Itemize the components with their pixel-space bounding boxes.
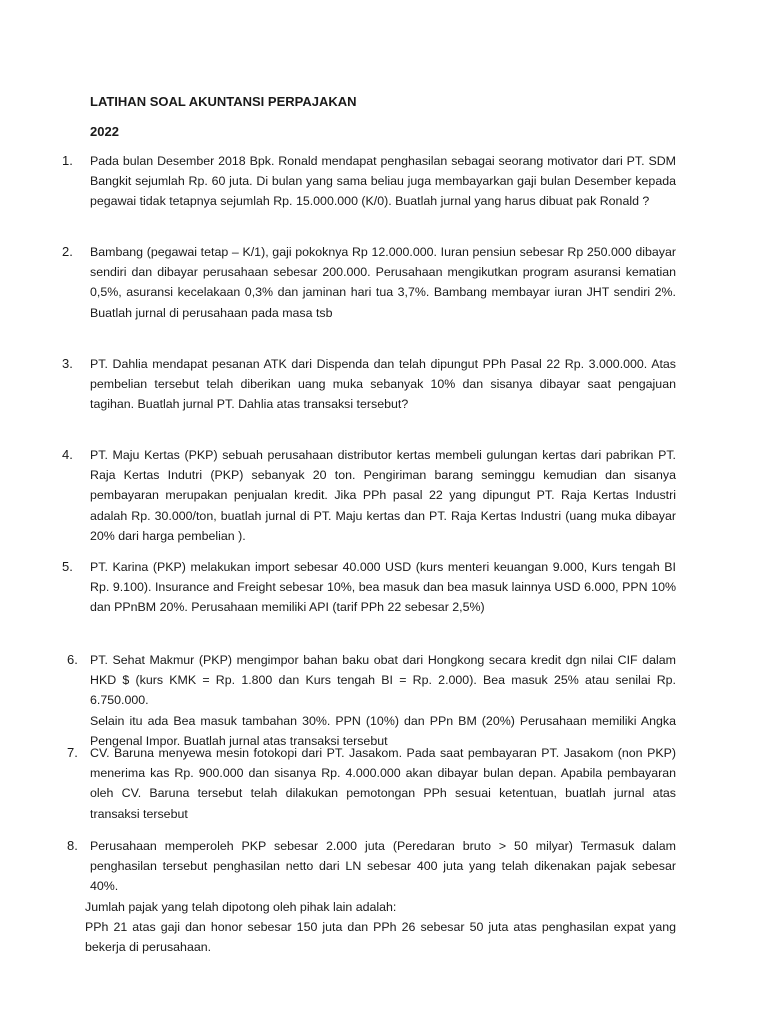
question-line: bekerja di perusahaan. (85, 940, 212, 955)
question-4 (62, 445, 676, 546)
question-line: dan PPnBM 20%. Perusahaan memiliki API (tarif PPh 22 sebesar 2,5%) (90, 600, 485, 615)
question-number: 8. (67, 838, 78, 853)
question-line: Raja Kertas Indutri (PKP) sebanyak 20 ton. Pengiriman barang seminggu kemudian dan sisanya (90, 468, 676, 483)
question-line: Buatlah jurnal di perusahaan pada masa tsb (90, 305, 333, 320)
question-number: 6. (67, 652, 78, 667)
question-line: menerima kas Rp. 900.000 dan sisanya Rp. 4.000.000 akan dibayar bulan depan. Apabila pembayaran (90, 766, 676, 781)
question-line: pembelian tersebut telah diberikan uang muka sebanyak 10% dan sisanya dibayar saat pengajuan (90, 377, 676, 392)
question-line: PT. Sehat Makmur (PKP) mengimpor bahan baku obat dari Hongkong secara kredit dgn nilai CIF dalam (90, 653, 676, 667)
question-line: CV. Baruna menyewa mesin fotokopi dari PT. Jasakom. Pada saat pembayaran PT. Jasakom (non PKP) (90, 746, 676, 760)
question-line: 0,5%, asuransi kecelakaan 0,3% dan jaminan hari tua 3,7%. Bambang membayar iuran JHT sendiri 2%. (90, 285, 676, 300)
question-line: HKD $ (kurs KMK = Rp. 1.800 dan Kurs tengah BI = Rp. 2.000). Bea masuk 25% atau senilai Rp. 6.750.000. (90, 673, 676, 708)
question-3 (62, 354, 676, 415)
question-line: oleh CV. Baruna tersebut telah dilakukan pemotongan PPh sesuai ketentuan, buatlah jurnal atas (90, 786, 676, 801)
question-line: transaksi tersebut (90, 806, 188, 821)
question-line: PT. Dahlia mendapat pesanan ATK dari Dispenda dan telah dipungut PPh Pasal 22 Rp. 3.000.000. Atas (90, 357, 676, 371)
question-line: adalah Rp. 30.000/ton, buatlah jurnal di PT. Maju kertas dan PT. Raja Kertas Industri (uang muka dibayar (90, 508, 676, 523)
question-line: pegawai tidak tetapnya sejumlah Rp. 15.000.000 (K/0). Buatlah jurnal yang harus dibuat pak Ronald ? (90, 194, 650, 209)
question-number: 4. (62, 447, 73, 462)
question-line: tagihan. Buatlah jurnal PT. Dahlia atas transaksi tersebut? (90, 397, 409, 412)
question-line: Rp. 9.100). Insurance and Freight sebesar 10%, bea masuk dan bea masuk lainnya USD 6.000, PPN 10% (90, 580, 676, 595)
question-line: Pada bulan Desember 2018 Bpk. Ronald mendapat penghasilan sebagai seorang motivator dari PT. SDM (90, 154, 676, 168)
question-1 (62, 151, 676, 212)
question-2 (62, 242, 676, 323)
question-line: sendiri dan dibayar perusahaan sebesar 200.000. Perusahaan mengikutkan program asuransi kematian (90, 265, 676, 280)
question-line: Perusahaan memperoleh PKP sebesar 2.000 juta (Peredaran bruto > 50 milyar) Termasuk dalam (90, 839, 676, 853)
question-number: 3. (62, 356, 73, 371)
question-line: PPh 21 atas gaji dan honor sebesar 150 juta dan PPh 26 sebesar 50 juta atas penghasilan expat yang (85, 919, 676, 934)
question-6 (67, 650, 676, 751)
question-line: PT. Maju Kertas (PKP) sebuah perusahaan distributor kertas membeli gulungan kertas dari pabrikan PT. (90, 448, 676, 462)
question-line: PT. Karina (PKP) melakukan import sebesar 40.000 USD (kurs menteri keuangan 9.000, Kurs tengah BI (90, 560, 676, 574)
question-number: 2. (62, 244, 73, 259)
question-line: 20% dari harga pembelian ). (90, 528, 246, 543)
question-line: penghasilan tersebut penghasilan netto dari LN sebesar 400 juta yang telah dikenakan pajak sebesar 40%. (90, 859, 676, 894)
question-number: 1. (62, 153, 73, 168)
question-5 (62, 557, 676, 618)
question-line: pembayaran merupakan penjualan kredit. Jika PPh pasal 22 yang dipungut PT. Raja Kertas Industri (90, 488, 676, 503)
document-title: LATIHAN SOAL AKUNTANSI PERPAJAKAN (90, 94, 357, 109)
question-line: Bambang (pegawai tetap – K/1), gaji pokoknya Rp 12.000.000. Iuran pensiun sebesar Rp 250.000 dibayar (90, 245, 676, 259)
question-line: Jumlah pajak yang telah dipotong oleh pihak lain adalah: (85, 899, 397, 914)
question-number: 7. (67, 745, 78, 760)
question-8 (67, 836, 676, 957)
document-year: 2022 (90, 124, 119, 139)
question-line: Pengenal Impor. Buatlah jurnal atas transaksi tersebut (90, 733, 388, 748)
question-7 (67, 743, 676, 824)
question-line: Selain itu ada Bea masuk tambahan 30%. PPN (10%) dan PPn BM (20%) Perusahaan memiliki Angka (90, 713, 676, 728)
question-line: Bangkit sejumlah Rp. 60 juta. Di bulan yang sama beliau juga membayarkan gaji bulan Desember kepada (90, 174, 676, 189)
question-number: 5. (62, 559, 73, 574)
